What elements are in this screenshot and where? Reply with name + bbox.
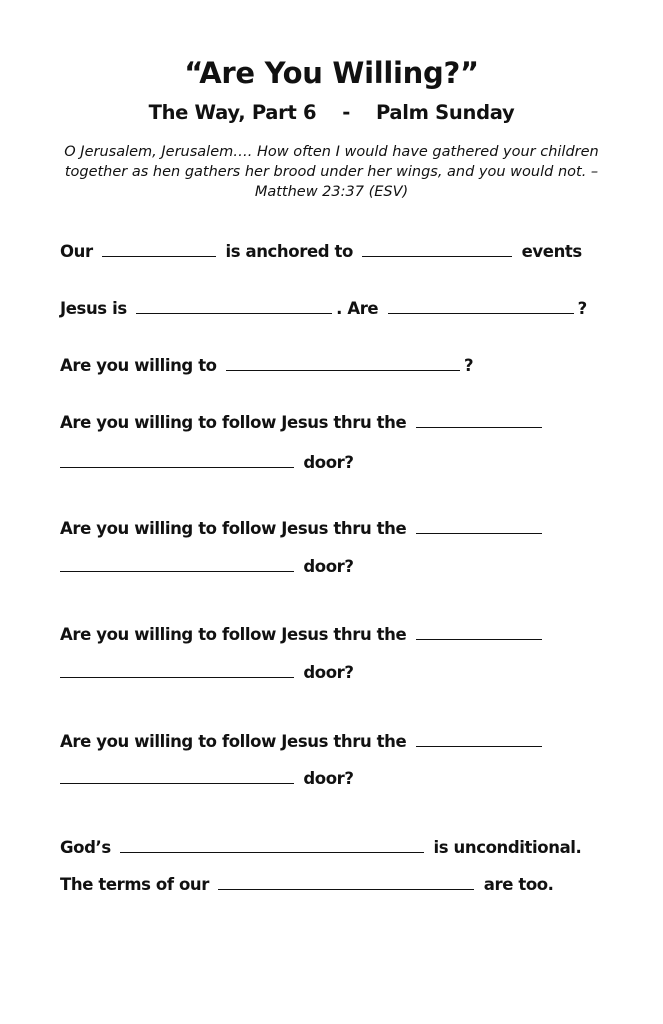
follow-question-2-cont bbox=[60, 556, 354, 577]
line-8-text-a: God’s bbox=[60, 838, 111, 857]
line-2-text-a: Jesus is bbox=[60, 299, 127, 318]
line-1-text-c: events bbox=[521, 242, 582, 261]
follow-prompt: Are you willing to follow Jesus thru the bbox=[60, 625, 407, 644]
line-9-text-b: are too. bbox=[483, 875, 554, 894]
line-9-text-a: The terms of our bbox=[60, 875, 209, 894]
fill-line-3 bbox=[60, 355, 473, 376]
blank-1b[interactable] bbox=[362, 241, 512, 257]
follow-question-1 bbox=[60, 412, 546, 433]
blank-follow-3a[interactable] bbox=[416, 624, 542, 640]
blank-2b[interactable] bbox=[388, 298, 574, 314]
fill-line-9 bbox=[60, 874, 554, 895]
line-2-text-c: ? bbox=[577, 299, 587, 318]
follow-question-4-cont bbox=[60, 768, 354, 789]
blank-follow-1a[interactable] bbox=[416, 412, 542, 428]
door-text: door? bbox=[303, 663, 354, 682]
follow-question-2 bbox=[60, 518, 546, 539]
follow-question-1-cont bbox=[60, 452, 354, 473]
follow-question-3 bbox=[60, 624, 546, 645]
blank-3a[interactable] bbox=[226, 355, 460, 371]
blank-follow-1b[interactable] bbox=[60, 452, 294, 468]
blank-follow-2b[interactable] bbox=[60, 556, 294, 572]
page-subtitle: The Way, Part 6 - Palm Sunday bbox=[148, 101, 515, 124]
line-1-text-b: is anchored to bbox=[225, 242, 353, 261]
fill-line-2 bbox=[60, 298, 587, 319]
follow-prompt: Are you willing to follow Jesus thru the bbox=[60, 413, 407, 432]
blank-1a[interactable] bbox=[102, 241, 216, 257]
line-2-text-b: . Are bbox=[336, 299, 379, 318]
line-1-text-a: Our bbox=[60, 242, 93, 261]
fill-line-1 bbox=[60, 241, 582, 262]
follow-prompt: Are you willing to follow Jesus thru the bbox=[60, 732, 407, 751]
blank-follow-3b[interactable] bbox=[60, 662, 294, 678]
blank-9a[interactable] bbox=[218, 874, 474, 890]
line-3-text-b: ? bbox=[463, 356, 474, 375]
door-text: door? bbox=[303, 557, 354, 576]
door-text: door? bbox=[303, 769, 354, 788]
follow-prompt: Are you willing to follow Jesus thru the bbox=[60, 519, 407, 538]
follow-question-3-cont bbox=[60, 662, 354, 683]
blank-follow-4b[interactable] bbox=[60, 768, 294, 784]
line-3-text-a: Are you willing to bbox=[60, 356, 217, 375]
line-8-text-b: is unconditional. bbox=[433, 838, 582, 857]
blank-8a[interactable] bbox=[120, 837, 424, 853]
follow-question-4 bbox=[60, 731, 546, 752]
door-text: door? bbox=[303, 453, 354, 472]
blank-follow-4a[interactable] bbox=[416, 731, 542, 747]
blank-2a[interactable] bbox=[136, 298, 332, 314]
scripture-verse: O Jerusalem, Jerusalem…. How often I would have gathered your children together as hen gathers her brood under her wings, and you would not. –Matthew 23:37 (ESV) bbox=[64, 144, 599, 200]
blank-follow-2a[interactable] bbox=[416, 518, 542, 534]
page-title: “Are You Willing?” bbox=[184, 56, 479, 90]
fill-line-8 bbox=[60, 837, 581, 858]
